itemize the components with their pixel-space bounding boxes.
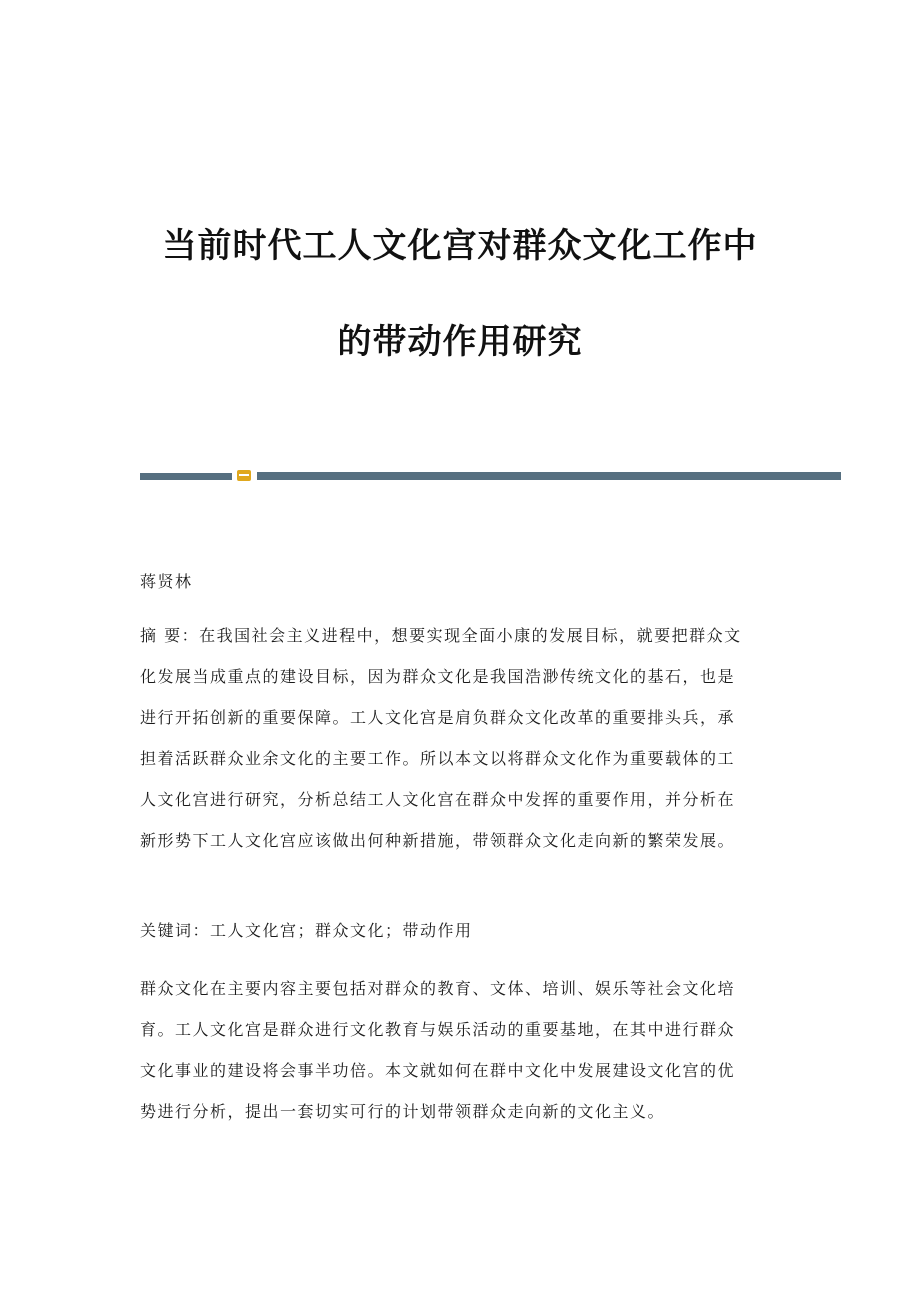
body-line: 群众文化在主要内容主要包括对群众的教育、文体、培训、娱乐等社会文化培 [140, 979, 736, 998]
abstract-line: 担着活跃群众业余文化的主要工作。所以本文以将群众文化作为重要载体的工 [140, 749, 736, 768]
abstract-paragraph [140, 615, 785, 861]
author-block [140, 561, 785, 602]
body-line: 育。工人文化宫是群众进行文化教育与娱乐活动的重要基地，在其中进行群众 [140, 1020, 736, 1039]
abstract-line: 化发展当成重点的建设目标，因为群众文化是我国浩渺传统文化的基石，也是 [140, 667, 736, 686]
divider-left-bar [140, 473, 232, 480]
divider-right-bar [257, 472, 841, 480]
abstract-line: 新形势下工人文化宫应该做出何种新措施，带领群众文化走向新的繁荣发展。 [140, 831, 736, 850]
keywords-block [140, 910, 785, 951]
abstract-line: 人文化宫进行研究，分析总结工人文化宫在群众中发挥的重要作用，并分析在 [140, 790, 736, 809]
body-line: 势进行分析，提出一套切实可行的计划带领群众走向新的文化主义。 [140, 1102, 666, 1121]
document-title-line-2: 的带动作用研究 [337, 322, 583, 362]
author-name: 蒋贤林 [140, 572, 193, 591]
envelope-icon [237, 470, 251, 481]
abstract-line: 摘 要：在我国社会主义进程中，想要实现全面小康的发展目标，就要把群众文 [140, 626, 742, 645]
body-paragraph [140, 968, 785, 1132]
keywords-line: 关键词：工人文化宫；群众文化；带动作用 [140, 921, 473, 940]
title-divider [140, 470, 841, 482]
abstract-line: 进行开拓创新的重要保障。工人文化宫是肩负群众文化改革的重要排头兵，承 [140, 708, 736, 727]
document-title-line-1: 当前时代工人文化宫对群众文化工作中 [162, 226, 758, 266]
body-line: 文化事业的建设将会事半功倍。本文就如何在群中文化中发展建设文化宫的优 [140, 1061, 736, 1080]
